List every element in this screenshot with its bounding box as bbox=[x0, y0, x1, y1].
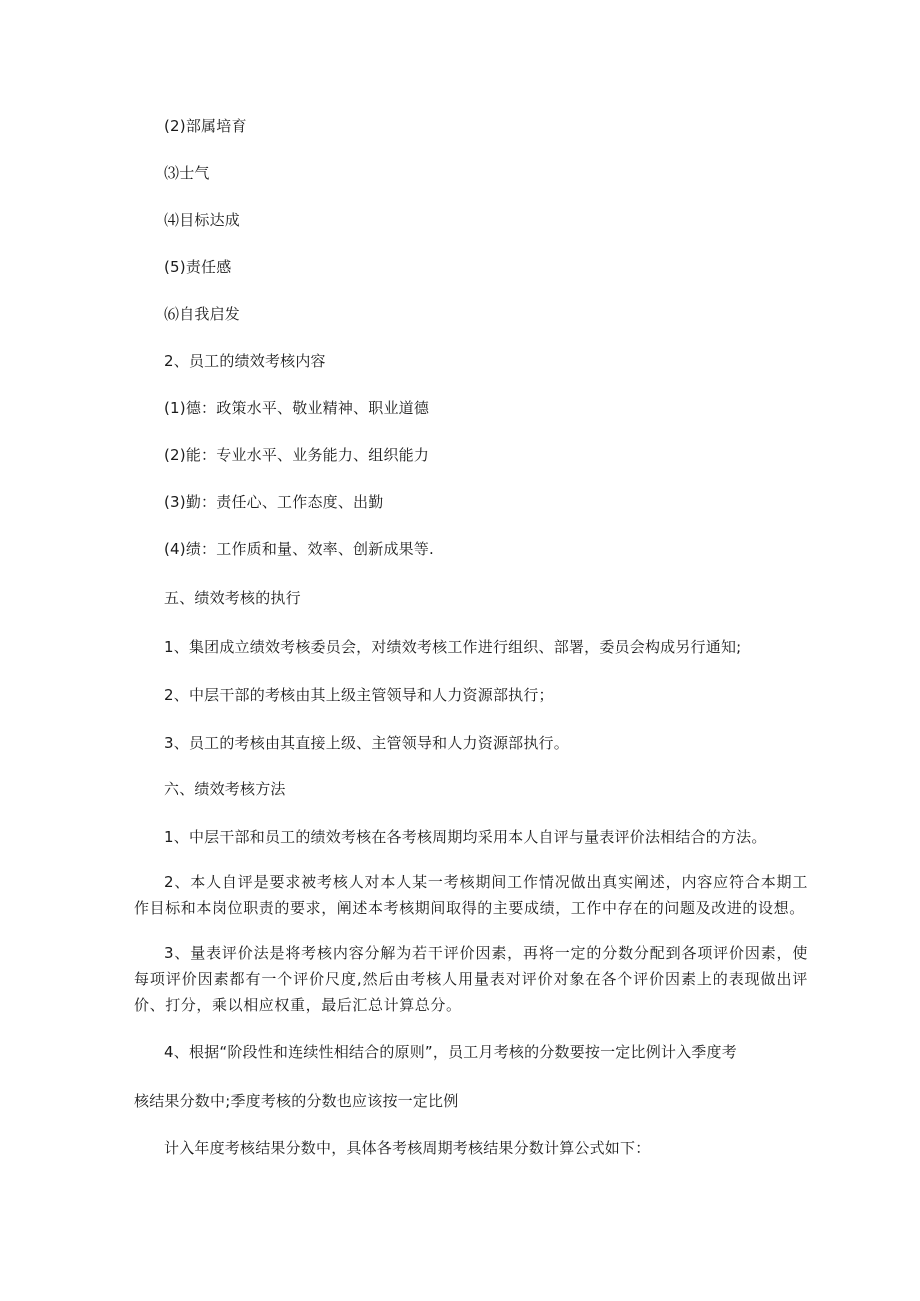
execution-item-1: 1、集团成立绩效考核委员会，对绩效考核工作进行组织、部署，委员会构成另行通知; bbox=[164, 638, 742, 656]
method-item-4-line-1: 4、根据“阶段性和连续性相结合的原则”，员工月考核的分数要按一定比例计入季度考 bbox=[164, 1043, 737, 1061]
execution-item-2: 2、中层干部的考核由其上级主管领导和人力资源部执行； bbox=[164, 686, 554, 704]
item-morale: ⑶士气 bbox=[164, 164, 210, 182]
method-item-1: 1、中层干部和员工的绩效考核在各考核周期均采用本人自评与量表评价法相结合的方法。 bbox=[164, 828, 767, 846]
item-goal-achievement: ⑷目标达成 bbox=[164, 211, 241, 229]
method-item-4-line-2: 核结果分数中;季度考核的分数也应该按一定比例 bbox=[134, 1092, 459, 1110]
section-employee-content-heading: 2、员工的绩效考核内容 bbox=[164, 352, 326, 370]
item-self-development: ⑹自我启发 bbox=[164, 305, 241, 323]
method-item-3-paragraph: 3、量表评价法是将考核内容分解为若干评价因素，再将一定的分数分配到各项评价因素，使每项评价因素都有一个评价尺度,然后由考核人用量表对评价对象在各个评价因素上的表现做出评价、打分，乘以相应权重，最后汇总计算总分。 bbox=[134, 944, 808, 1014]
section-heading-execution: 五、绩效考核的执行 bbox=[164, 589, 301, 607]
execution-item-3: 3、员工的考核由其直接上级、主管领导和人力资源部执行。 bbox=[164, 734, 569, 752]
item-ability: (2)能：专业水平、业务能力、组织能力 bbox=[164, 446, 430, 464]
item-virtue: (1)德：政策水平、敬业精神、职业道德 bbox=[164, 399, 430, 417]
item-subordinate-training: (2)部属培育 bbox=[164, 117, 247, 135]
item-responsibility: (5)责任感 bbox=[164, 258, 232, 276]
item-performance: (4)绩：工作质和量、效率、创新成果等. bbox=[164, 540, 435, 558]
formula-intro-line: 计入年度考核结果分数中，具体各考核周期考核结果分数计算公式如下： bbox=[164, 1139, 651, 1157]
section-heading-methods: 六、绩效考核方法 bbox=[164, 780, 286, 798]
method-item-2-paragraph: 2、本人自评是要求被考核人对本人某一考核期间工作情况做出真实阐述，内容应符合本期工作目标和本岗位职责的要求，阐述本考核期间取得的主要成绩，工作中存在的问题及改进的设想。 bbox=[134, 873, 808, 917]
item-diligence: (3)勤：责任心、工作态度、出勤 bbox=[164, 493, 384, 511]
